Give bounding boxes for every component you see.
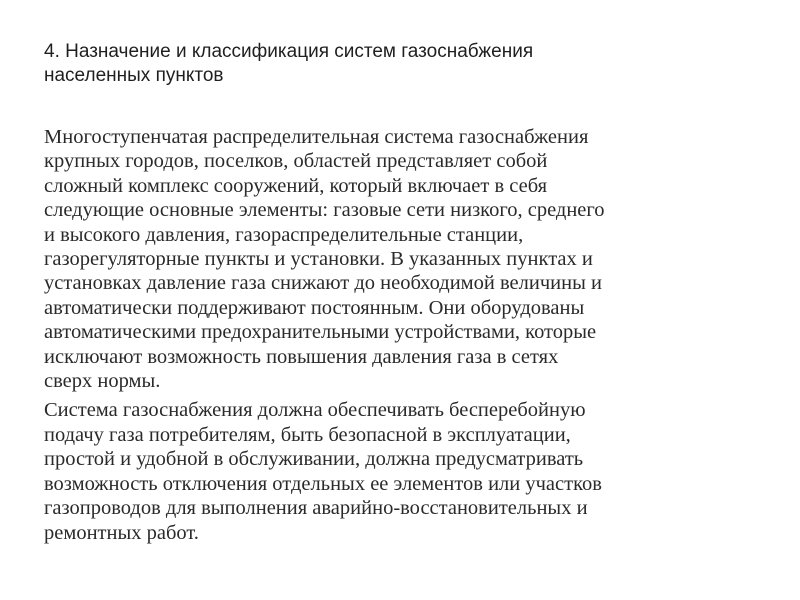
text-line: и высокого давления, газораспределительные станции, [44,223,524,246]
text-line: Многоступенчатая распределительная система газоснабжения [44,126,589,148]
text-line: ремонтных работ. [44,521,199,544]
text-line: автоматическими предохранительными устройствами, которые [44,321,597,344]
text-line: газорегуляторные пункты и установки. В указанных пунктах и [44,248,593,271]
text-line: сложный комплекс сооружений, который включает в себя [44,174,548,197]
text-line: следующие основные элементы: газовые сети низкого, среднего [44,199,605,222]
text-line: возможность отключения отдельных ее элементов или участков [44,472,602,495]
text-line: Система газоснабжения должна обеспечивать бесперебойную [44,399,586,422]
text-line: подачу газа потребителям, быть безопасной в эксплуатации, [44,423,571,446]
text-line: установках давление газа снижают до необходимой величины и [44,272,602,295]
slide-body [44,125,774,545]
paragraph-system-requirements [44,398,774,544]
text-line: исключают возможность повышения давления газа в сетях [44,345,559,368]
text-line: газопроводов для выполнения аварийно-восстановительных и [44,497,588,520]
title-line: 4. Назначение и классификация систем газоснабжения [44,41,534,62]
text-line: крупных городов, поселков, областей представляет собой [44,150,548,173]
paragraph-distribution-system [44,125,774,393]
text-line: автоматически поддерживают постоянным. Они оборудованы [44,296,585,319]
text-line: простой и удобной в обслуживании, должна предусматривать [44,448,584,471]
title-line: населенных пунктов [44,65,224,86]
text-line: сверх нормы. [44,370,161,393]
slide-title [44,40,764,88]
